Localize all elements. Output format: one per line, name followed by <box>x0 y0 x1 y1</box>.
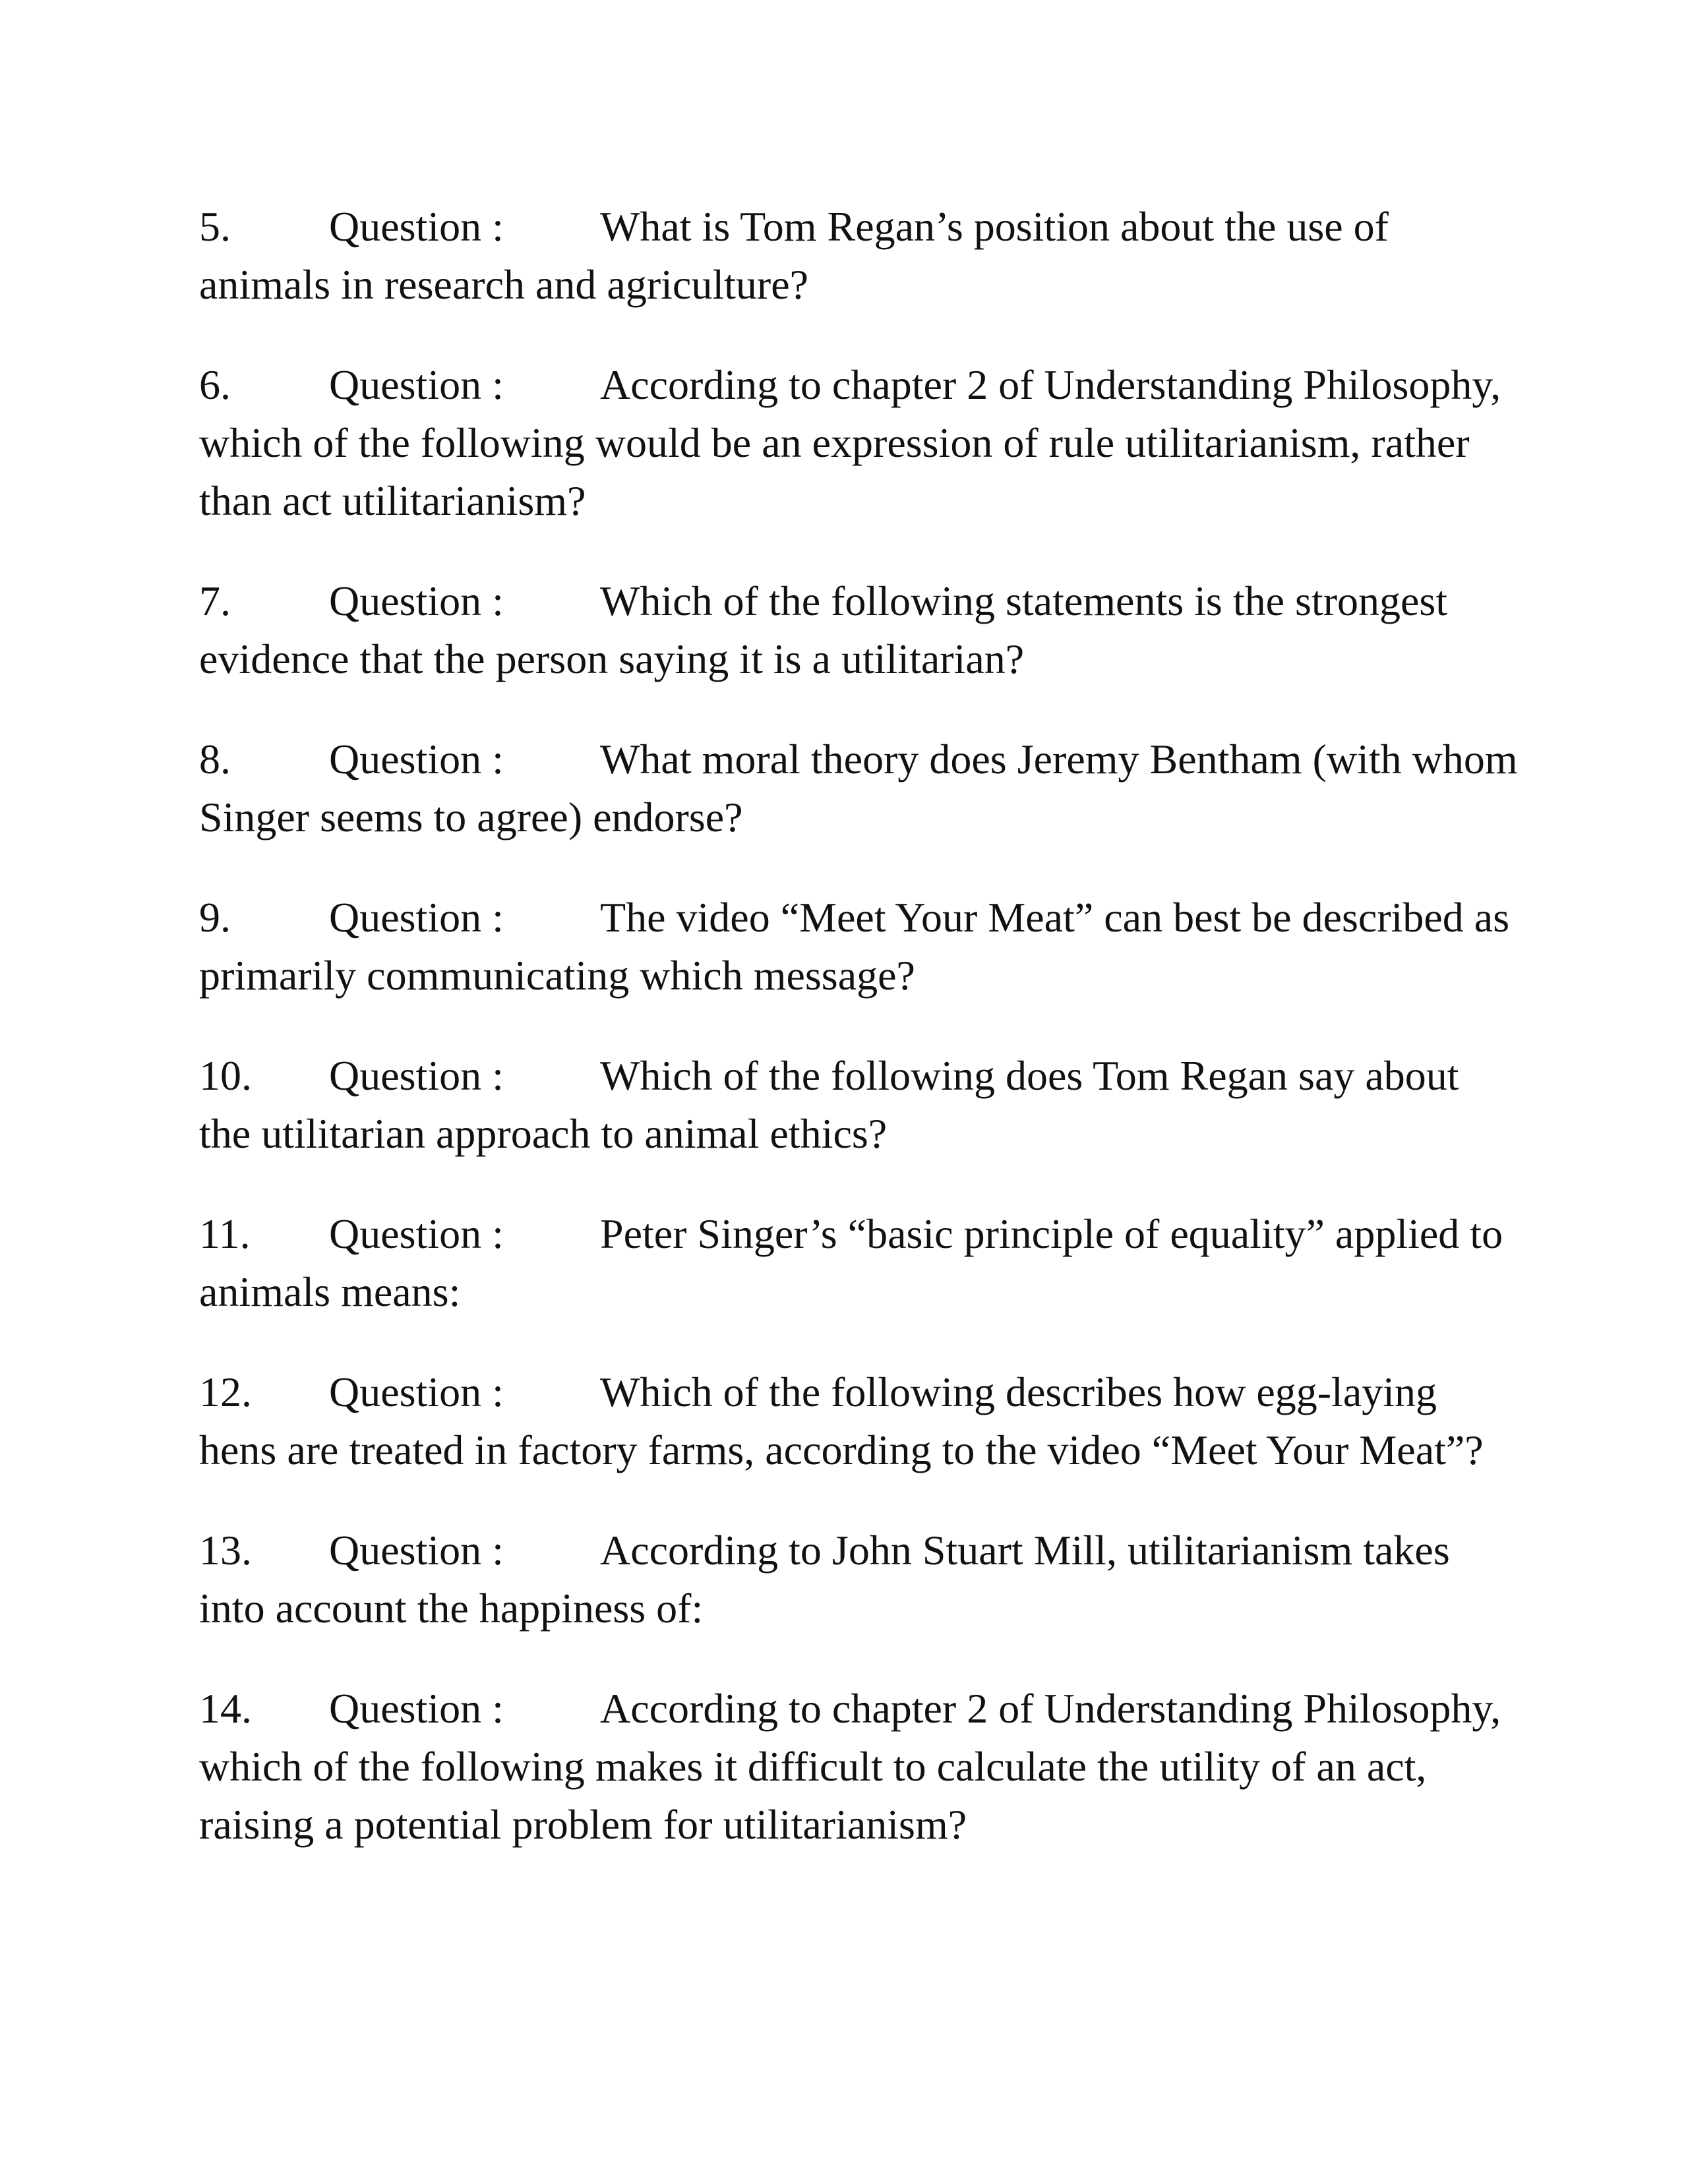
question-number: 12. <box>199 1369 252 1415</box>
question-number: 11. <box>199 1210 251 1257</box>
question-number: 6. <box>199 361 231 408</box>
question-text: Which of the following statements is the strongest evidence that the person saying it is a utilitarian? <box>199 577 1448 682</box>
question-label: Question : <box>329 1685 504 1732</box>
question-label: Question : <box>329 736 504 782</box>
question-label: Question : <box>329 1052 504 1099</box>
question-text: Which of the following does Tom Regan say about the utilitarian approach to animal ethics? <box>199 1052 1459 1157</box>
question-item <box>199 730 1518 846</box>
question-item <box>199 1363 1518 1479</box>
question-item <box>199 889 1518 1005</box>
question-item <box>199 1521 1518 1638</box>
question-label: Question : <box>329 1527 504 1574</box>
question-text: What moral theory does Jeremy Bentham (with whom Singer seems to agree) endorse? <box>199 736 1518 841</box>
question-number: 14. <box>199 1685 252 1732</box>
question-item <box>199 1205 1518 1321</box>
question-item <box>199 198 1518 314</box>
question-number: 10. <box>199 1052 252 1099</box>
question-number: 8. <box>199 736 231 782</box>
question-text: According to chapter 2 of Understanding Philosophy, which of the following makes it difficult to calculate the utility of an act, raising a potential problem for utilitarianism? <box>199 1685 1501 1848</box>
question-number: 7. <box>199 577 231 624</box>
question-label: Question : <box>329 203 504 250</box>
question-number: 13. <box>199 1527 252 1574</box>
question-number: 5. <box>199 203 231 250</box>
question-text: According to John Stuart Mill, utilitarianism takes into account the happiness of: <box>199 1527 1450 1632</box>
question-text: According to chapter 2 of Understanding Philosophy, which of the following would be an expression of rule utilitarianism, rather than act utilitarianism? <box>199 361 1501 524</box>
question-text: What is Tom Regan’s position about the use of animals in research and agriculture? <box>199 203 1389 308</box>
question-text: Which of the following describes how egg-laying hens are treated in factory farms, according to the video “Meet Your Meat”? <box>199 1369 1484 1473</box>
question-list <box>199 198 1518 1896</box>
question-item <box>199 356 1518 530</box>
question-label: Question : <box>329 1369 504 1415</box>
question-item <box>199 1047 1518 1163</box>
question-label: Question : <box>329 577 504 624</box>
question-label: Question : <box>329 1210 504 1257</box>
question-number: 9. <box>199 894 231 941</box>
question-item <box>199 572 1518 688</box>
question-text: Peter Singer’s “basic principle of equality” applied to animals means: <box>199 1210 1503 1315</box>
question-text: The video “Meet Your Meat” can best be described as primarily communicating which message? <box>199 894 1510 999</box>
question-label: Question : <box>329 361 504 408</box>
question-label: Question : <box>329 894 504 941</box>
question-item <box>199 1680 1518 1854</box>
